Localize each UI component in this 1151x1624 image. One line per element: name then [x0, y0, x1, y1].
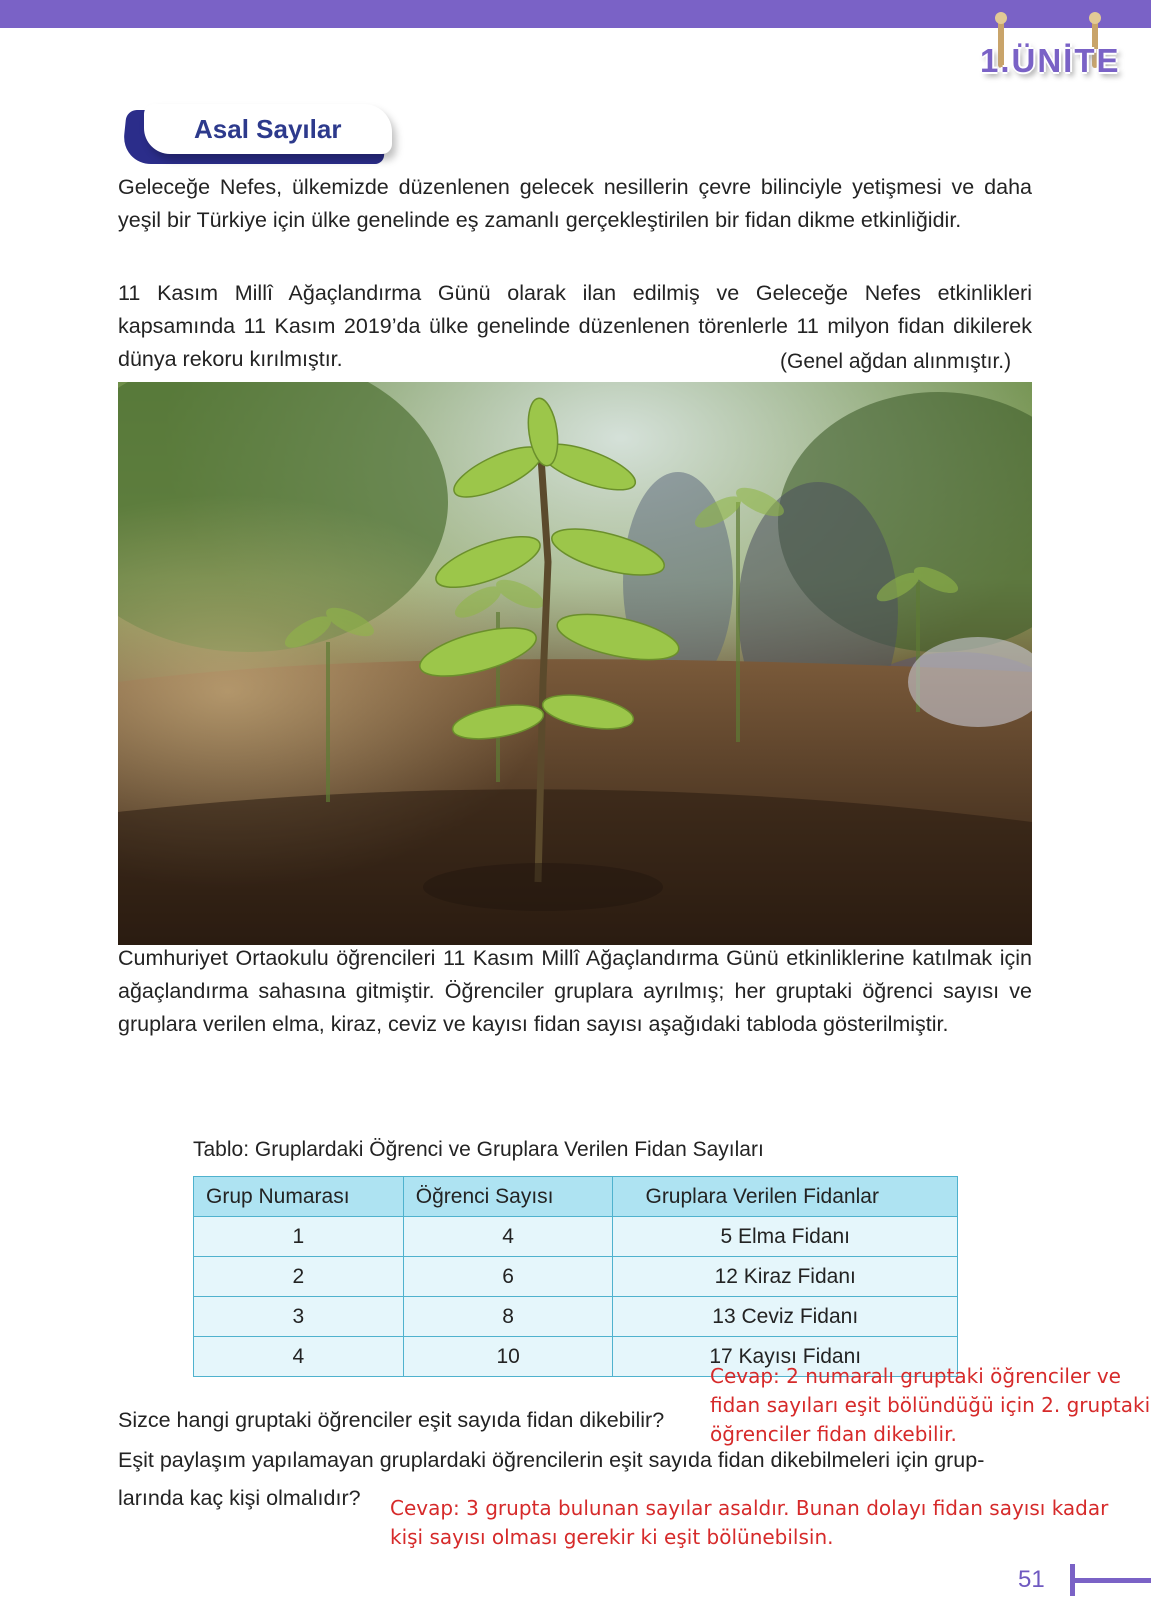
answer-2-line: Cevap: 3 grupta bulunan sayılar asaldır. Bunan dolayı fidan sayısı kadar: [390, 1496, 1109, 1520]
answer-2-line: kişi sayısı olması gerekir ki eşit bölünebilsin.: [390, 1525, 834, 1549]
saplings-table: [193, 1176, 958, 1377]
question-2-line-2: larında kaç kişi olmalıdır?: [118, 1486, 361, 1510]
cell-saplings: 17 Kayısı Fidanı: [613, 1337, 958, 1377]
cell-group: 2: [194, 1257, 404, 1297]
cell-saplings: 13 Ceviz Fidanı: [613, 1297, 958, 1337]
header-student-count: Öğrenci Sayısı: [403, 1177, 613, 1217]
cell-group: 4: [194, 1337, 404, 1377]
table-header-row: [194, 1177, 958, 1217]
answer-1-line: fidan sayıları eşit bölündüğü için 2. gruptaki: [710, 1393, 1151, 1417]
page-marker-line: [1072, 1578, 1151, 1583]
section-tag: [144, 104, 392, 154]
table-row: [194, 1297, 958, 1337]
cell-students: 6: [403, 1257, 613, 1297]
page-number: 51: [1018, 1566, 1045, 1593]
cell-students: 8: [403, 1297, 613, 1337]
intro-paragraph-2: 11 Kasım Millî Ağaçlandırma Günü olarak ilan edilmiş ve Geleceğe Nefes etkinlikleri kapsamında 11 Kasım 2019’da ülke genelinde düzenlenen törenlerle 11 milyon fidan dikilerek dünya rekoru kırılmıştır.: [118, 281, 1032, 371]
intro-paragraph-1: Geleceğe Nefes, ülkemizde düzenlenen gelecek nesillerin çevre bilinciyle yetişmesi ve daha yeşil bir Türkiye için ülke genelinde eş zamanlı gerçekleştirilen bir fidan dikme etkinliğidir.: [118, 175, 1032, 232]
answer-2: [390, 1494, 1108, 1552]
source-note: (Genel ağdan alınmıştır.): [780, 350, 1012, 373]
story-paragraph: Cumhuriyet Ortaokulu öğrencileri 11 Kasım Millî Ağaçlandırma Günü etkinliklerine katılmak için ağaçlandırma sahasına gitmiştir. Öğrenciler gruplara ayrılmış; her gruptaki öğrenci sayısı ve gruplara verilen elma, kiraz, ceviz ve kayısı fidan sayısı aşağıdaki tabloda gösterilmiştir.: [118, 946, 1032, 1036]
cell-saplings: 5 Elma Fidanı: [613, 1217, 958, 1257]
unit-badge: [980, 16, 1120, 90]
cell-students: 4: [403, 1217, 613, 1257]
question-2-line-1: Eşit paylaşım yapılamayan gruplardaki öğrencilerin eşit sayıda fidan dikebilmeleri için grup-: [118, 1448, 985, 1472]
answer-1: [710, 1362, 1150, 1449]
sapling-photo: [118, 382, 1032, 945]
table-row: [194, 1257, 958, 1297]
table-row: [194, 1217, 958, 1257]
header-saplings: Gruplara Verilen Fidanlar: [613, 1177, 958, 1217]
cell-saplings: 12 Kiraz Fidanı: [613, 1257, 958, 1297]
cell-students: 10: [403, 1337, 613, 1377]
table-caption: Tablo: Gruplardaki Öğrenci ve Gruplara Verilen Fidan Sayıları: [193, 1138, 764, 1161]
cell-group: 1: [194, 1217, 404, 1257]
unit-label: 1.ÜNİTE: [980, 42, 1121, 79]
top-color-bar: [0, 0, 1151, 28]
question-1: Sizce hangi gruptaki öğrenciler eşit sayıda fidan dikebilir?: [118, 1408, 665, 1432]
answer-1-line: Cevap: 2 numaralı gruptaki öğrenciler ve: [710, 1364, 1121, 1388]
answer-1-line: öğrenciler fidan dikebilir.: [710, 1422, 957, 1446]
cell-group: 3: [194, 1297, 404, 1337]
section-title: Asal Sayılar: [194, 113, 342, 144]
header-group-number: Grup Numarası: [194, 1177, 404, 1217]
